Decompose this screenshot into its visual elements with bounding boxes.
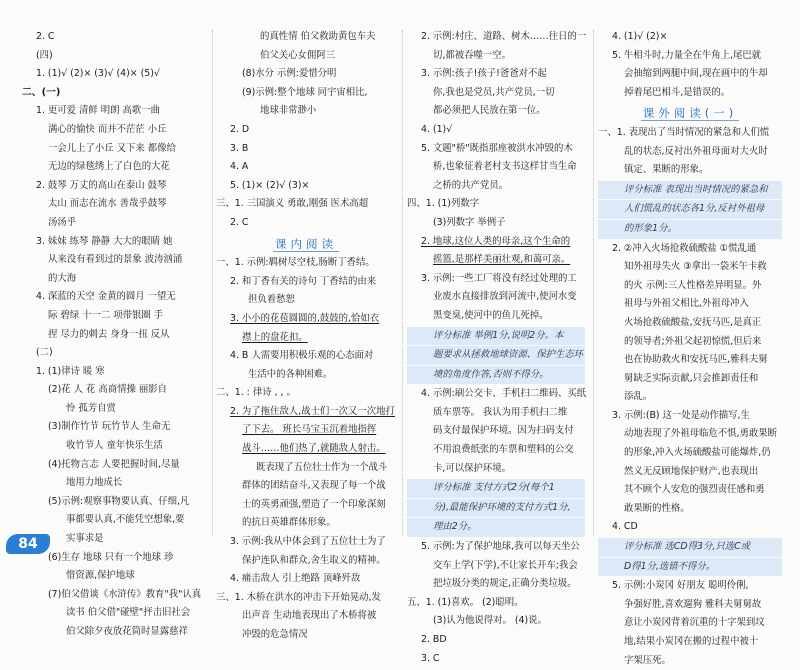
answer-line: 从来没有看到过的景象 波涛汹涌 — [48, 254, 183, 266]
scoring-note-line: 评分标准 支付方式2分(每个1 — [407, 479, 585, 498]
answer-line: 地用力地成长 — [66, 477, 123, 489]
answer-line: 生活中的各种困难。 — [248, 368, 333, 380]
answer-column-3 — [407, 28, 585, 668]
answer-line: 既表现了五位壮士作为一个战斗 — [256, 461, 388, 473]
answer-line: 3. B — [230, 142, 249, 154]
answer-line: 2. 示例:村庄、道路、树木……往日的一 — [421, 31, 587, 42]
answer-line: (四) — [36, 49, 53, 61]
answer-line: 也在协助救火和安抚马匹,雅科夫舅 — [624, 354, 768, 366]
answer-line: 3. 示例:我从中体会到了五位壮士为了 — [230, 536, 386, 548]
answer-line: 添乱。 — [624, 391, 653, 403]
answer-line: 黑变臭,使河中的鱼儿死掉。 — [433, 309, 549, 321]
answer-line: 的大海 — [48, 272, 77, 284]
answer-line: 读书 伯父借"碰壁"抨击旧社会 — [66, 607, 191, 619]
answer-line: 乱的状态,反衬出外祖母面对大火时 — [624, 145, 768, 157]
answer-line: 火场抢救硫酸盐,安抚马匹,是真正 — [624, 316, 762, 328]
answer-line: 把垃圾分类的规定,正确分类垃圾。 — [433, 578, 577, 590]
answer-line: 3. 小小的花苞圆圆的,鼓鼓的,恰如衣 — [230, 312, 380, 324]
answer-line: 际 碧绿 十一二 项带银圈 手 — [48, 309, 164, 321]
answer-line: 4. CD — [612, 521, 638, 533]
answer-line: 业废水直接排放到河流中,使河水变 — [433, 291, 577, 303]
answer-line: (8)水分 示例:爱惜分明 — [242, 68, 337, 80]
answer-line: 了下去。 班长马宝玉沉着地指挥 — [242, 424, 377, 436]
answer-line: 3. C — [421, 652, 440, 664]
answer-line: 不用浪费纸张的车票和塑料的公交 — [433, 444, 574, 456]
scoring-note-line: 评分标准 举例1分,说明2分。本 — [407, 327, 585, 346]
scoring-note-line: 题要求从拯救地球资源、保护生态环 — [407, 346, 585, 365]
answer-line: 2. 和丁香有关的诗句 丁香结的由来 — [230, 275, 377, 287]
answer-line: 然义无反顾地保护财产,也表现出 — [624, 465, 759, 477]
scoring-note-line: 人们慌乱的状态各1分,反衬外祖母 — [598, 200, 782, 219]
answer-line: 伯父除夕夜放花筒时显露慈祥 — [66, 626, 188, 637]
answer-line: 担负着愁恕 — [248, 294, 295, 306]
answer-line: 桥,也象征着老村支书这样甘当生命 — [433, 161, 577, 173]
answer-line: 3. 示例:孩子!孩子!爸爸对不起 — [421, 68, 547, 80]
answer-line: 4. B 人需要用积极乐观的心态面对 — [230, 350, 374, 362]
answer-line: 2. 为了拖住敌人,战士们一次又一次地打 — [230, 405, 395, 417]
answer-line: 切,都被吞噬一空。 — [433, 49, 511, 61]
answer-line: 5. 文题"桥"既指那座被洪水冲毁的木 — [421, 142, 573, 154]
answer-line: 的火 示例:三人性格差异明显。外 — [624, 279, 762, 291]
answer-line: (二) — [36, 347, 53, 359]
answer-line: 群体的团结奋斗,又表现了每一个战 — [242, 480, 386, 492]
section-heading-text: 课内阅读 — [275, 236, 337, 251]
answer-line: 2. 鼓琴 万丈的高山在泰山 鼓琴 — [36, 179, 167, 191]
answer-line: 5. (1)× (2)√ (3)× — [230, 179, 310, 191]
answer-line: 的抗日英雄群体形象。 — [242, 517, 336, 529]
answer-line: 一、1. 示例:羁树尽空枝,肠断丁香结。 — [216, 257, 375, 269]
answer-line: 4. 痛击敌人 引上绝路 顶峰歼敌 — [230, 573, 361, 585]
answer-line: 冲毁的危急情况 — [242, 629, 308, 640]
answer-line: 二、(一) — [22, 86, 61, 98]
answer-line: 意让小炭冈背着沉重的十字架到坟 — [624, 617, 765, 629]
answer-line: 三、1. 三国演义 勇敢,刚强 医术高超 — [216, 198, 369, 210]
answer-line: 战斗……他们热了,就随敌人射击。 — [242, 443, 386, 455]
answer-column-2 — [216, 28, 396, 645]
answer-line: 知外祖母失火 ③拿出一袋米午卡救 — [624, 261, 767, 273]
answer-line: 地,结果小炭冈在搬的过程中被十 — [624, 636, 759, 647]
answer-line: 动地表现了外祖母临危不惧,勇敢果断 — [624, 428, 777, 440]
answer-line: 其不顾个人安危的强烈责任感和勇 — [624, 484, 765, 496]
answer-line: 2. C — [36, 31, 55, 42]
answer-line: 地球非常渺小 — [260, 105, 317, 117]
answer-line: (3)制作竹节 玩竹节人 生命无 — [48, 421, 171, 433]
answer-line: 四、1. (1)列数字 — [407, 198, 480, 210]
answer-line: 1. (1)√ (2)× (3)√ (4)× (5)√ — [36, 68, 160, 80]
answer-line: 4. (1)√ (2)× — [612, 31, 668, 42]
answer-line: 卡,可以保护环境。 — [433, 462, 511, 474]
answer-column-4 — [598, 28, 782, 670]
answer-line: 3. 示例:(B) 这一处是动作描写,生 — [612, 409, 750, 421]
section-heading-text: 课外阅读(一) — [642, 106, 738, 121]
answer-line: 1. 更可爱 清鲜 明朗 高歌一曲 — [36, 105, 160, 117]
answer-line: (3)认为他说得对。 (4)说。 — [433, 615, 547, 627]
answer-line: (7)伯父借谈《水浒传》教育"我"认真 — [48, 588, 202, 600]
answer-line: 4. 示例:刷公交卡、手机扫二维码、买纸 — [421, 388, 587, 400]
answer-line: 三、1. 木桥在洪水的冲击下开始晃动,发 — [216, 591, 381, 603]
answer-line: 3. 示例:一些工厂将没有经过处理的工 — [421, 272, 577, 284]
answer-line: 摇篮,是那样美丽壮观,和蔼可亲。 — [433, 254, 571, 266]
column-divider — [593, 30, 594, 536]
scoring-note-line: 分),最能保护环境的支付方式1分, — [407, 499, 585, 518]
answer-line: 五、1. (1)喜欢。 (2)聪明。 — [407, 596, 524, 608]
answer-line: 保护连队和群众,舍生取义的精神。 — [242, 554, 386, 566]
section-heading — [598, 104, 782, 123]
answer-line: 之桥的共产党员。 — [433, 179, 509, 191]
answer-line: 5. 牛相斗时,力量全在牛角上,尾巴就 — [612, 49, 762, 61]
answer-line: 字架压死。 — [624, 654, 671, 666]
answer-line: 争强好胜,喜欢遛狗 雅科夫舅舅故 — [624, 598, 762, 610]
answer-line: 3. 妹妹 练琴 静静 大大的眼睛 她 — [36, 235, 173, 247]
answer-line: 5. 示例:为了保护地球,我可以每天坐公 — [421, 541, 580, 553]
answer-line: 怜 孤芳自赏 — [66, 402, 116, 414]
answer-line: 4. (1)√ — [421, 123, 453, 135]
answer-line: 太山 而志在流水 善哉乎鼓琴 — [48, 198, 167, 210]
scoring-note-line: D得1分,选错不得分。 — [598, 558, 782, 577]
column-divider — [402, 30, 403, 536]
answer-column-1 — [22, 28, 210, 642]
answer-line: 伯父关心女佣阿三 — [260, 49, 336, 61]
scoring-note-line: 境的角度作答,否则不得分。 — [407, 366, 585, 385]
answer-line: (5)示例:观察事物要认真、仔细,凡 — [48, 495, 190, 507]
section-heading — [216, 235, 396, 254]
answer-line: 祖母与外祖父相比,外祖母冲入 — [624, 298, 749, 310]
scoring-note-line: 评分标准 选CD得3分,只选C或 — [598, 538, 782, 557]
scoring-note-line: 的形象1分。 — [598, 220, 782, 239]
column-divider — [212, 30, 213, 536]
answer-line: (6)生存 地球 只有一个地球 珍 — [48, 551, 174, 563]
answer-line: 襟上的盘花扣。 — [242, 331, 308, 343]
answer-line: 5. 示例:小炭冈 好朋友 聪明伶俐, — [612, 580, 749, 592]
answer-line: 的领导者;外祖父起初惊慌,但后来 — [624, 335, 762, 347]
answer-line: 镇定、果断的形象。 — [624, 164, 709, 176]
answer-line: 二、1. : 律诗 , , 。 — [216, 387, 296, 399]
answer-line: 收竹节人 童年快乐生活 — [66, 440, 163, 452]
answer-line: 事都要认真,不能凭空想象,要 — [66, 514, 185, 526]
answer-line: 惜资源,保护地球 — [66, 570, 135, 582]
answer-line: 一会儿上了小丘 又下来 都像给 — [48, 142, 176, 154]
answer-line: 的真性情 伯父救助黄包车夫 — [260, 31, 376, 42]
scoring-note-line: 理由2分。 — [407, 518, 585, 537]
answer-line: 掉着尾巴相斗,是错误的。 — [624, 86, 731, 98]
answer-line: 敢果断的性格。 — [624, 502, 690, 514]
answer-line: 2. D — [230, 123, 250, 135]
answer-line: 4. A — [230, 161, 249, 173]
answer-line: 无边的绿毯绣上了白色的大花 — [48, 161, 170, 173]
answer-line: (9)示例:整个地球 同宇宙相比, — [242, 86, 368, 98]
answer-line: 的形象,冲入火场硫酸盐可能爆炸,仍 — [624, 447, 771, 459]
page-number-badge: 84 — [6, 534, 50, 554]
scoring-note-line: 评分标准 表现出当时情况的紧急和 — [598, 181, 782, 200]
answer-line: (4)托物言志 人要把握时间,尽量 — [48, 458, 180, 470]
answer-line: 质车票等。 我认为用手机扫二维 — [433, 406, 568, 418]
answer-line: 舅缺乏实际贡献,只会推卸责任和 — [624, 372, 759, 384]
answer-line: 会抽缩到两腿中间,现在画中的牛却 — [624, 68, 768, 80]
answer-line: (3)列数字 举例子 — [433, 216, 506, 228]
answer-line: (2)花 人 花 高商情操 丽影自 — [48, 384, 167, 396]
answer-line: 满心的愉快 而并不茫茫 小丘 — [48, 123, 167, 135]
answer-line: 你,我也是党员,共产党员,一切 — [433, 86, 555, 98]
answer-line: 4. 深蓝的天空 金黄的圆月 一望无 — [36, 291, 176, 303]
answer-line: 2. C — [230, 216, 249, 228]
answer-line: 捏 尽力的刺去 身身一扭 反从 — [48, 328, 170, 340]
answer-line: 2. 地球,这位人类的母亲,这个生命的 — [421, 235, 571, 247]
answer-line: 一、1. 表现出了当时情况的紧急和人们慌 — [598, 126, 770, 138]
answer-line: 士的英勇顽强,塑造了一个印象深刻 — [242, 498, 386, 510]
answer-line: 汤汤乎 — [48, 216, 77, 228]
answer-line: 出声音 生动地表现出了木桥将被 — [242, 610, 377, 622]
answer-line: 2. ②冲入火场抢救硫酸盐 ①慌乱通 — [612, 242, 757, 254]
answer-line: 码支付最保护环境。因为扫码支付 — [433, 425, 574, 437]
answer-line: 实事求是 — [66, 533, 104, 545]
answer-line: 1. (1)律诗 暖 寒 — [36, 365, 105, 377]
answer-line: 交车上学(下学),不让家长开车;我会 — [433, 559, 578, 571]
answer-line: 都必须把人民放在第一位。 — [433, 105, 546, 117]
answer-line: 2. BD — [421, 634, 447, 645]
